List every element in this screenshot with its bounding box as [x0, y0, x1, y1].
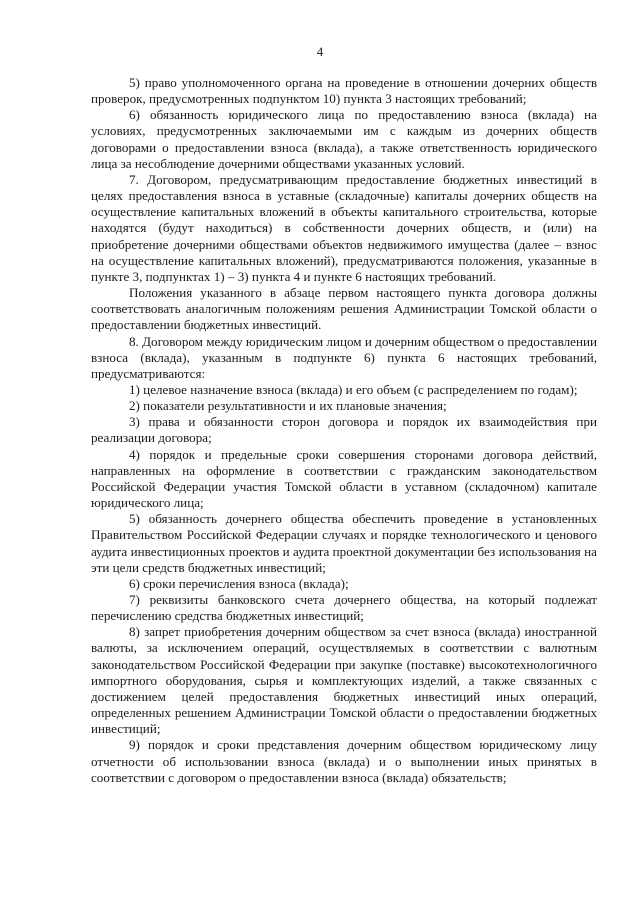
list-item-6-transfer-terms: 6) сроки перечисления взноса (вклада); [129, 575, 349, 591]
document-body [91, 75, 597, 786]
paragraph-item-6-contribution-obligation: 6) обязанность юридического лица по предоставлению взноса (вклада) на условиях, предусмотренных заключаемыми им с каждым из дочерних обществ договорами о предоставлении взноса (вклада), а также ответственность юридического лица за несоблюдение дочерними обществами указанных условий. [91, 107, 597, 171]
paragraph-clause-8-subsidiary-contract: 8. Договором между юридическим лицом и дочерним обществом о предоставлении взноса (вклада), указанным в подпункте 6) пункта 6 настоящих требований, предусматриваются: [91, 333, 597, 381]
list-item-8-currency-prohibition: 8) запрет приобретения дочерним обществом за счет взноса (вклада) иностранной валюты, за исключением операций, осуществляемых в соответствии с валютным законодательством Российской Федерации при закупке (поставке) высокотехнологичного импортного оборудования, сырья и комплектующих изделий, а также связанных с достижением целей предоставления бюджетных инвестиций иных операций, определенных решением Администрации Томской области о предоставлении бюджетных инвестиций; [91, 624, 597, 737]
paragraph-clause-7-conformity: Положения указанного в абзаце первом настоящего пункта договора должны соответствовать аналогичным положениям решения Администрации Томской области о предоставлении бюджетных инвестиций. [91, 285, 597, 333]
list-item-2-performance-indicators: 2) показатели результативности и их плановые значения; [129, 398, 447, 414]
page-number: 4 [316, 44, 324, 59]
list-item-3-rights-obligations: 3) права и обязанности сторон договора и порядок их взаимодействия при реализации договора; [91, 414, 597, 446]
paragraph-item-5-inspection-right: 5) право уполномоченного органа на проведение в отношении дочерних обществ проверок, предусмотренных подпунктом 10) пункта 3 настоящих требований; [91, 75, 597, 107]
list-item-9-reporting: 9) порядок и сроки представления дочерним обществом юридическому лицу отчетности об использовании взноса (вклада) и о выполнении иных принятых в соответствии с договором о предоставлении взноса (вклада) обязательств; [91, 737, 597, 785]
list-item-1-purpose-amount: 1) целевое назначение взноса (вклада) и его объем (с распределением по годам); [129, 381, 578, 397]
list-item-7-bank-details: 7) реквизиты банковского счета дочернего общества, на который подлежат перечислению средства бюджетных инвестиций; [91, 592, 597, 624]
paragraph-clause-7-capital-investment-contract: 7. Договором, предусматривающим предоставление бюджетных инвестиций в целях предоставления взноса в уставные (складочные) капиталы дочерних обществ на осуществление капитальных вложений в объекты капитального строительства, которые находятся (будут находиться) в собственности дочерних обществ, и (или) на приобретение дочерними обществами объектов недвижимого имущества (далее – взнос на осуществление капитальных вложений), предусматриваются положения, указанные в пункте 3, подпунктах 1) – 3) пункта 4 и пункте 6 настоящих требований. [91, 171, 597, 284]
list-item-5-audit-obligation: 5) обязанность дочернего общества обеспечить проведение в установленных Правительством Российской Федерации случаях и порядке технологического и ценового аудита инвестиционных проектов и аудита проектной документации без использования на эти цели средств бюджетных инвестиций; [91, 511, 597, 575]
list-item-4-procedure-deadlines: 4) порядок и предельные сроки совершения сторонами договора действий, направленных на оформление в соответствии с гражданским законодательством Российской Федерации участия Томской области в уставном (складочном) капитале юридического лица; [91, 446, 597, 511]
